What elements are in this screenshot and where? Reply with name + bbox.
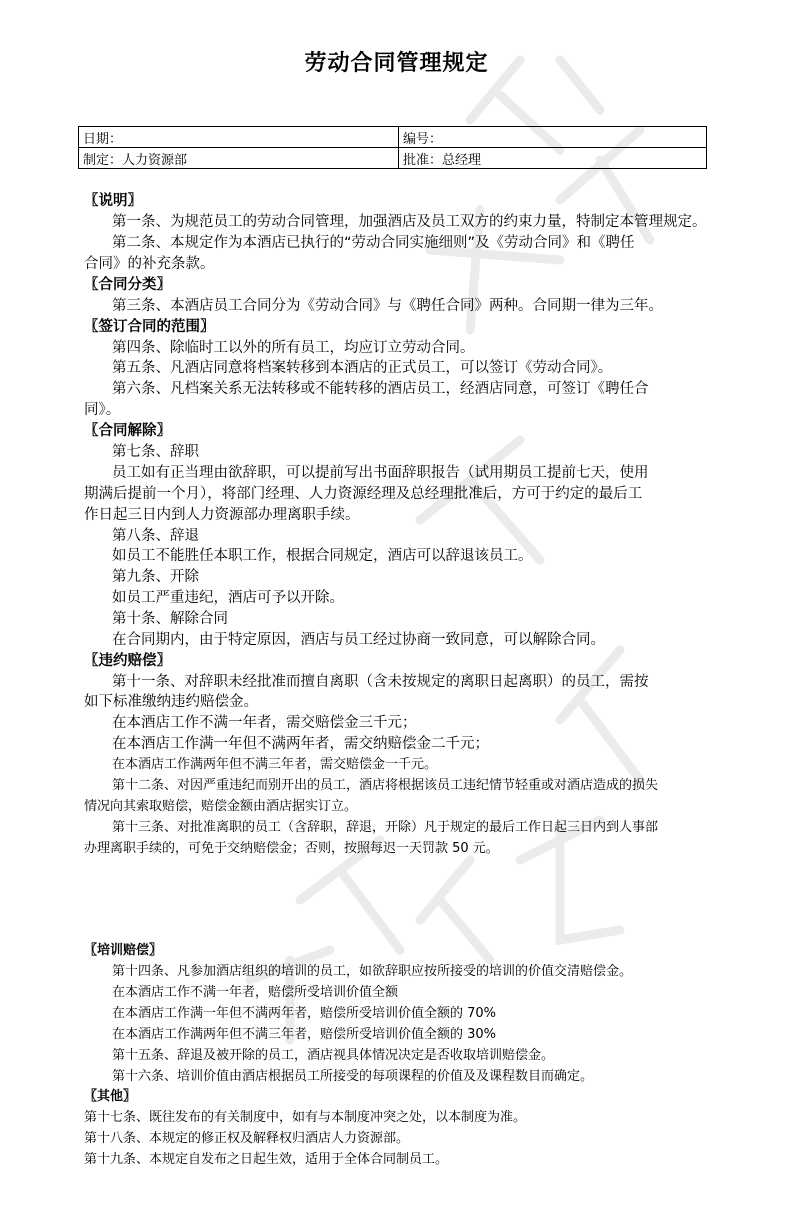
section-heading: 〖合同解除〗 [84, 422, 171, 439]
paragraph-line: 第十二条、对因严重违纪而别开出的员工，酒店将根据该员工违纪情节轻重或对酒店造成的损失 [112, 778, 659, 793]
paragraph-line: 第十九条、本规定自发布之日起生效，适用于全体合同制员工。 [84, 1152, 449, 1167]
paragraph-line: 第十五条、辞退及被开除的员工，酒店视具体情况决定是否收取培训赔偿金。 [112, 1048, 555, 1063]
info-row [79, 127, 707, 148]
document-title: 劳动合同管理规定 [304, 50, 489, 76]
made-by-cell: 制定：人力资源部 [79, 148, 399, 169]
paragraph-line: 第十八条、本规定的修正权及解释权归酒店人力资源部。 [84, 1131, 410, 1146]
paragraph-line: 第二条、本规定作为本酒店已执行的“劳动合同实施细则”及《劳动合同》和《聘任 [112, 235, 635, 251]
paragraph-line: 员工如有正当理由欲辞职，可以提前写出书面辞职报告（试用期员工提前七天，使用 [112, 465, 649, 481]
approved-by-cell: 批准：总经理 [399, 148, 707, 169]
paragraph-line: 情况向其索取赔偿，赔偿金额由酒店据实订立。 [84, 799, 358, 814]
paragraph-line: 第十一条、对辞职未经批准而擅自离职（含未按规定的离职日起离职）的员工，需按 [112, 674, 649, 690]
paragraph-line: 在本酒店工作满两年但不满三年者，赔偿所受培训价值全额的 30% [112, 1027, 497, 1042]
paragraph-line: 合同》的补充条款。 [84, 256, 215, 272]
paragraph-line: 作日起三日内到人力资源部办理离职手续。 [84, 507, 360, 523]
section-heading: 〖签订合同的范围〗 [84, 318, 215, 335]
date-cell: 日期： [79, 127, 399, 148]
paragraph-line: 在本酒店工作满两年但不满三年者，需交赔偿金一千元。 [112, 757, 438, 772]
section-heading: 〖说明〗 [84, 192, 142, 209]
number-cell: 编号： [399, 127, 707, 148]
paragraph-line: 第十条、解除合同 [112, 611, 228, 627]
section-heading: 〖违约赔偿〗 [84, 652, 171, 669]
paragraph-line: 在本酒店工作不满一年者，需交赔偿金三千元； [112, 715, 417, 731]
info-row [79, 148, 707, 169]
paragraph-line: 期满后提前一个月），将部门经理、人力资源经理及总经理批准后，方可于约定的最后工 [84, 486, 643, 502]
paragraph-line: 第六条、凡档案关系无法转移或不能转移的酒店员工，经酒店同意，可签订《聘任合 [112, 381, 649, 397]
paragraph-line: 第八条、辞退 [112, 528, 199, 544]
paragraph-line: 第一条、为规范员工的劳动合同管理，加强酒店及员工双方的约束力量，特制定本管理规定。 [112, 214, 707, 230]
paragraph-line: 第五条、凡酒店同意将档案转移到本酒店的正式员工，可以签订《劳动合同》。 [112, 360, 613, 376]
paragraph-line: 在本酒店工作满一年但不满两年者，需交纳赔偿金二千元； [112, 736, 489, 752]
paragraph-line: 第十七条、既往发布的有关制度中，如有与本制度冲突之处，以本制度为准。 [84, 1110, 527, 1125]
paragraph-line: 如员工严重违纪，酒店可予以开除。 [112, 590, 344, 606]
section-heading: 〖培训赔偿〗 [84, 943, 163, 958]
section-heading: 〖合同分类〗 [84, 276, 171, 293]
paragraph-line: 第十三条、对批准离职的员工（含辞职，辞退，开除）凡于规定的最后工作日起三日内到人事部 [112, 820, 659, 835]
paragraph-line: 第七条、辞职 [112, 444, 199, 460]
paragraph-line: 如员工不能胜任本职工作，根据合同规定，酒店可以辞退该员工。 [112, 548, 533, 564]
paragraph-line: 在本酒店工作不满一年者，赔偿所受培训价值全额 [112, 985, 399, 1000]
section-heading: 〖其他〗 [84, 1089, 137, 1104]
paragraph-line: 第四条、除临时工以外的所有员工，均应订立劳动合同。 [112, 340, 475, 356]
paragraph-line: 第九条、开除 [112, 569, 199, 585]
paragraph-line: 在本酒店工作满一年但不满两年者，赔偿所受培训价值全额的 70% [112, 1006, 497, 1021]
info-table [78, 126, 707, 169]
paragraph-line: 第十四条、凡参加酒店组织的培训的员工，如欲辞职应按所接受的培训的价值交清赔偿金。 [112, 964, 633, 979]
paragraph-line: 办理离职手续的，可免于交纳赔偿金；否则，按照每迟一天罚款 50 元。 [84, 841, 499, 856]
paragraph-line: 第十六条、培训价值由酒店根据员工所接受的每项课程的价值及及课程数目而确定。 [112, 1069, 594, 1084]
paragraph-line: 如下标准缴纳违约赔偿金。 [84, 694, 258, 710]
paragraph-line: 同》。 [84, 402, 121, 418]
paragraph-line: 第三条、本酒店员工合同分为《劳动合同》与《聘任合同》两种。合同期一律为三年。 [112, 298, 663, 314]
paragraph-line: 在合同期内，由于特定原因，酒店与员工经过协商一致同意，可以解除合同。 [112, 632, 605, 648]
